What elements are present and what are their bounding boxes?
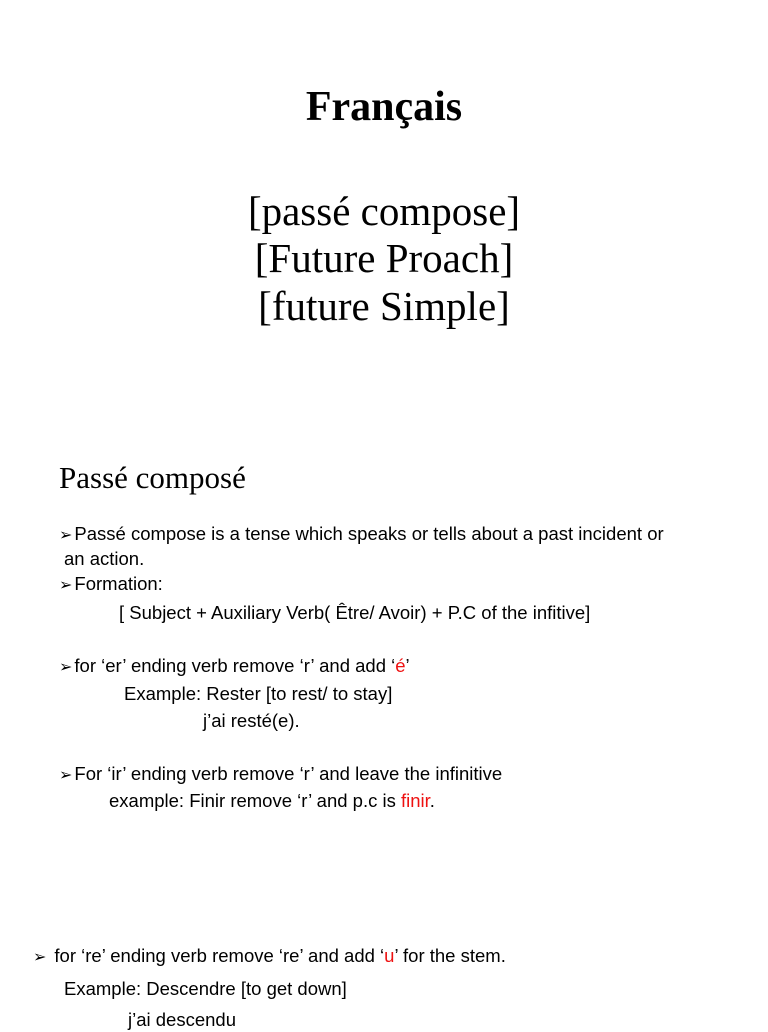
re-rule-bullet bbox=[33, 944, 506, 970]
definition-line-2: an action. bbox=[64, 548, 145, 569]
er-rule-text: for ‘er’ ending verb remove ‘r’ and add ‘ bbox=[74, 655, 396, 676]
arrow-bullet-icon: ➢ bbox=[59, 527, 73, 544]
formation-label: Formation: bbox=[74, 573, 163, 594]
formation-formula: [ Subject + Auxiliary Verb( Être/ Avoir) + P.C of the infitive] bbox=[119, 602, 591, 623]
ir-rule-bullet bbox=[59, 762, 502, 788]
arrow-bullet-icon: ➢ bbox=[59, 577, 73, 594]
subtitle-future-proche: [Future Proach] bbox=[254, 235, 514, 281]
ir-example-text: example: Finir remove ‘r’ and p.c is bbox=[109, 790, 401, 811]
er-rule-highlight: é bbox=[395, 655, 406, 676]
ir-rule-text: For ‘ir’ ending verb remove ‘r’ and leave the infinitive bbox=[74, 763, 503, 784]
ir-example-suffix: . bbox=[429, 790, 435, 811]
arrow-bullet-icon: ➢ bbox=[59, 767, 73, 784]
subtitle-passe-compose: [passé compose] bbox=[247, 188, 521, 234]
page-title: Français bbox=[305, 84, 463, 130]
re-rule-highlight: u bbox=[384, 945, 395, 966]
section-heading: Passé composé bbox=[59, 460, 246, 495]
er-example: Example: Rester [to rest/ to stay] bbox=[124, 683, 393, 704]
re-result: j’ai descendu bbox=[128, 1009, 236, 1030]
arrow-bullet-icon: ➢ bbox=[59, 659, 73, 676]
ir-example bbox=[109, 789, 435, 813]
subtitle-future-simple: [future Simple] bbox=[258, 283, 510, 329]
arrow-bullet-icon: ➢ bbox=[33, 949, 47, 966]
definition-bullet bbox=[59, 522, 664, 548]
re-rule-suffix: ’ for the stem. bbox=[394, 945, 506, 966]
er-result: j’ai resté(e). bbox=[203, 710, 300, 731]
er-rule-suffix: ’ bbox=[405, 655, 410, 676]
er-rule-bullet bbox=[59, 654, 410, 680]
ir-example-highlight: finir bbox=[401, 790, 430, 811]
formation-bullet bbox=[59, 572, 163, 598]
re-example: Example: Descendre [to get down] bbox=[64, 978, 347, 999]
re-rule-text: for ‘re’ ending verb remove ‘re’ and add ‘ bbox=[54, 945, 385, 966]
definition-line-1: Passé compose is a tense which speaks or tells about a past incident or bbox=[74, 523, 664, 544]
